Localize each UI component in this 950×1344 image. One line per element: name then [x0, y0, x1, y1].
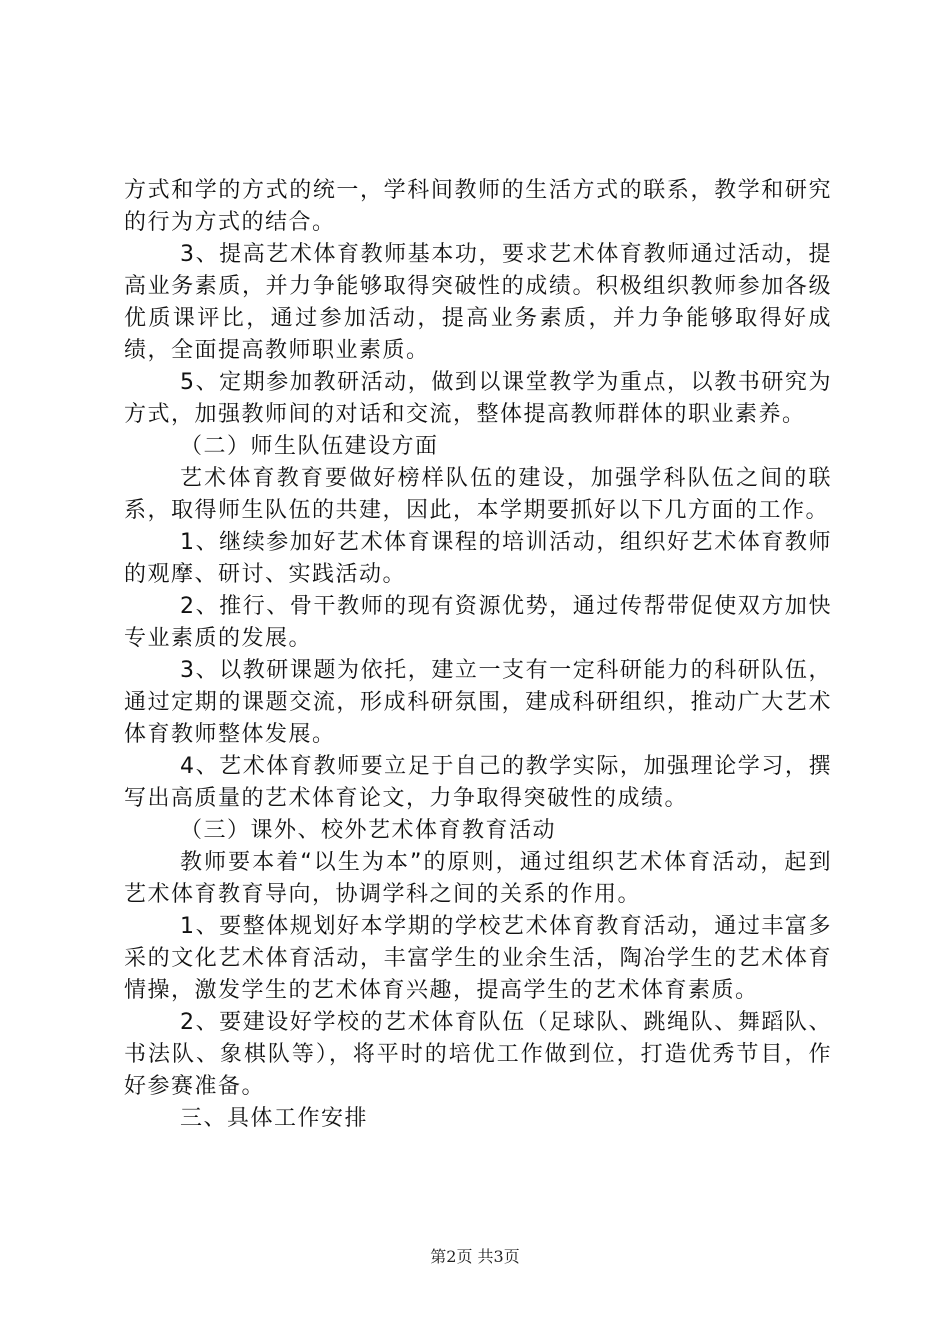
paragraph-team-building-intro: 艺术体育教育要做好榜样队伍的建设，加强学科队伍之间的联系，取得师生队伍的共建，因此，本学期要抓好以下几方面的工作。	[124, 466, 832, 523]
document-body	[124, 175, 832, 1135]
paragraph-item-4-theory-study: 4、艺术体育教师要立足于自己的教学实际，加强理论学习，撰写出高质量的艺术体育论文，力争取得突破性的成绩。	[124, 754, 832, 811]
paragraph-item-2-school-teams: 2、要建设好学校的艺术体育队伍（足球队、跳绳队、舞蹈队、书法队、象棋队等），将平时的培优工作做到位，打造优秀节目，作好参赛准备。	[124, 1010, 832, 1099]
paragraph-item-5-teaching-research: 5、定期参加教研活动，做到以课堂教学为重点，以教书研究为方式，加强教师间的对话和交流，整体提高教师群体的职业素养。	[124, 370, 832, 427]
paragraph-item-1-activity-planning: 1、要整体规划好本学期的学校艺术体育教育活动，通过丰富多采的文化艺术体育活动，丰富学生的业余生活，陶冶学生的艺术体育情操，激发学生的艺术体育兴趣，提高学生的艺术体育素质。	[124, 914, 832, 1003]
section-heading-work-schedule: 三、具体工作安排	[180, 1106, 369, 1131]
paragraph-continuation: 方式和学的方式的统一，学科间教师的生活方式的联系，教学和研究的行为方式的结合。	[124, 178, 832, 235]
paragraph-item-1-training: 1、继续参加好艺术体育课程的培训活动，组织好艺术体育教师的观摩、研讨、实践活动。	[124, 530, 832, 587]
section-heading-extracurricular: （三）课外、校外艺术体育教育活动	[180, 818, 557, 843]
page-footer-number: 第2页 共3页	[430, 1247, 520, 1266]
paragraph-item-3-basic-skills: 3、提高艺术体育教师基本功，要求艺术体育教师通过活动，提高业务素质，并力争能够取得突破性的成绩。积极组织教师参加各级优质课评比，通过参加活动，提高业务素质，并力争能够取得好成绩，全面提高教师职业素质。	[124, 242, 832, 363]
paragraph-item-2-mentoring: 2、推行、骨干教师的现有资源优势，通过传帮带促使双方加快专业素质的发展。	[124, 594, 832, 651]
paragraph-item-3-research-team: 3、以教研课题为依托，建立一支有一定科研能力的科研队伍，通过定期的课题交流，形成科研氛围，建成科研组织，推动广大艺术体育教师整体发展。	[124, 658, 832, 747]
section-heading-team-building: （二）师生队伍建设方面	[180, 434, 439, 459]
paragraph-extracurricular-intro: 教师要本着“以生为本”的原则，通过组织艺术体育活动，起到艺术体育教育导向，协调学科之间的关系的作用。	[124, 850, 833, 907]
